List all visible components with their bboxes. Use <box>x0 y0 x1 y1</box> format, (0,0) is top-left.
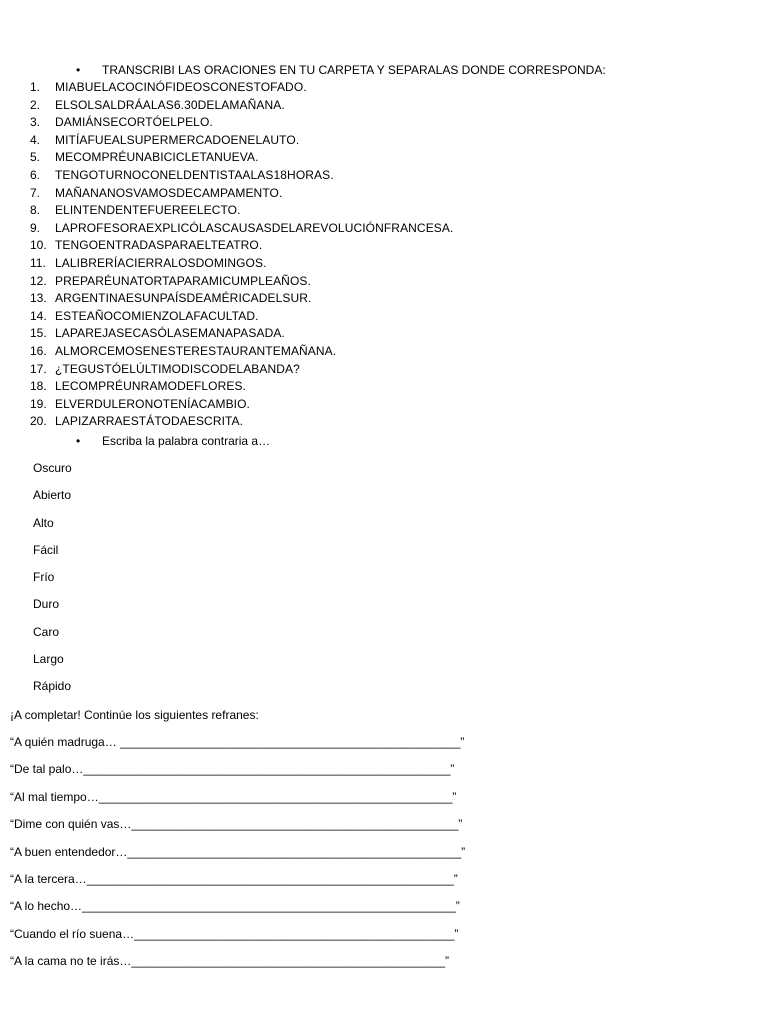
list-item <box>30 396 453 414</box>
item-text: ELVERDULERONOTENÍACAMBIO. <box>55 396 250 411</box>
item-text: ELSOLSALDRÁALAS6.30DELAMAÑANA. <box>55 97 285 112</box>
instruction-antonyms <box>76 433 270 450</box>
item-number: 8. <box>30 203 41 218</box>
list-item <box>30 308 453 326</box>
list-item <box>30 343 453 361</box>
list-item: Duro <box>33 597 60 612</box>
list-item <box>30 114 453 132</box>
list-item: Largo <box>33 652 64 667</box>
item-number: 10. <box>30 238 47 253</box>
bullet-icon: • <box>76 434 81 448</box>
item-text: ARGENTINAESUNPAÍSDEAMÉRICADELSUR. <box>55 291 312 306</box>
item-text: MAÑANANOSVAMOSDECAMPAMENTO. <box>55 185 283 200</box>
list-item <box>30 237 453 255</box>
bullet-icon: • <box>76 63 81 77</box>
list-item <box>30 378 453 396</box>
list-item: Rápido <box>33 679 72 694</box>
refran-item: “A la tercera…_______________________________________________________” <box>10 871 458 886</box>
item-text: ESTEAÑOCOMIENZOLAFACULTAD. <box>55 308 259 323</box>
item-number: 2. <box>30 97 41 112</box>
item-number: 5. <box>30 150 41 165</box>
list-item <box>30 255 453 273</box>
item-number: 18. <box>30 379 47 394</box>
refran-item: “Cuando el río suena…________________________________________________” <box>10 926 459 941</box>
list-item: Frío <box>33 570 55 585</box>
list-item <box>30 290 453 308</box>
item-number: 12. <box>30 273 47 288</box>
refran-item: “A buen entendedor…__________________________________________________” <box>10 844 466 859</box>
item-text: MITÍAFUEALSUPERMERCADOENELAUTO. <box>55 132 300 147</box>
antonym-words-list <box>33 460 72 706</box>
list-item <box>30 220 453 238</box>
item-text: LECOMPRÉUNRAMODEFLORES. <box>55 379 246 394</box>
item-text: PREPARÉUNATORTAPARAMICUMPLEAÑOS. <box>55 273 311 288</box>
item-text: LAPAREJASECASÓLASEMANAPASADA. <box>55 326 285 341</box>
item-text: DAMIÁNSECORTÓELPELO. <box>55 115 213 130</box>
list-item: Abierto <box>33 488 72 503</box>
list-item <box>30 185 453 203</box>
list-item <box>30 413 453 431</box>
list-item: Alto <box>33 515 54 530</box>
instruction-text: Escriba la palabra contraria a… <box>102 434 271 448</box>
list-item <box>30 97 453 115</box>
refran-item: “Dime con quién vas…_________________________________________________” <box>10 817 463 832</box>
instruction-text: TRANSCRIBI LAS ORACIONES EN TU CARPETA Y SEPARALAS DONDE CORRESPONDA: <box>102 63 606 77</box>
item-number: 3. <box>30 115 41 130</box>
item-number: 6. <box>30 167 41 182</box>
list-item <box>30 273 453 291</box>
list-item <box>30 361 453 379</box>
sentences-list <box>30 79 453 431</box>
item-number: 17. <box>30 361 47 376</box>
list-item <box>30 325 453 343</box>
list-item <box>30 79 453 97</box>
item-number: 1. <box>30 80 41 94</box>
refran-item: “De tal palo…_______________________________________________________” <box>10 762 455 777</box>
item-number: 7. <box>30 185 41 200</box>
item-number: 9. <box>30 220 41 235</box>
item-text: LALIBRERÍACIERRALOSDOMINGOS. <box>55 255 267 270</box>
item-text: ¿TEGUSTÓELÚLTIMODISCODELABANDA? <box>55 361 300 376</box>
refran-item: “Al mal tiempo…_____________________________________________________” <box>10 789 457 804</box>
refran-item: “A quién madruga… ___________________________________________________” <box>10 735 465 749</box>
item-number: 15. <box>30 326 47 341</box>
list-item: Fácil <box>33 542 59 557</box>
instruction-transcribe <box>76 62 606 79</box>
list-item: Caro <box>33 624 60 639</box>
refranes-heading: ¡A completar! Continúe los siguientes refranes: <box>10 708 259 722</box>
item-number: 16. <box>30 343 47 358</box>
refran-item: “A lo hecho…________________________________________________________” <box>10 899 460 914</box>
item-text: LAPROFESORAEXPLICÓLASCAUSASDELAREVOLUCIÓNFRANCESA. <box>55 220 454 235</box>
item-text: LAPIZARRAESTÁTODAESCRITA. <box>55 414 244 429</box>
list-item <box>30 202 453 220</box>
item-number: 20. <box>30 414 47 429</box>
item-text: MECOMPRÉUNABICICLETANUEVA. <box>55 150 259 165</box>
item-text: ELINTENDENTEFUEREELECTO. <box>55 203 241 218</box>
list-item <box>30 149 453 167</box>
item-text: MIABUELACOCINÓFIDEOSCONESTOFADO. <box>55 80 307 94</box>
refranes-list <box>10 734 465 981</box>
item-number: 11. <box>30 255 46 270</box>
list-item <box>30 167 453 185</box>
list-item <box>30 132 453 150</box>
list-item: Oscuro <box>33 461 72 475</box>
item-number: 4. <box>30 132 41 147</box>
item-text: TENGOENTRADASPARAELTEATRO. <box>55 238 263 253</box>
item-number: 19. <box>30 396 47 411</box>
item-text: ALMORCEMOSENESTERESTAURANTEMAÑANA. <box>55 343 337 358</box>
item-number: 14. <box>30 308 47 323</box>
refran-item: “A la cama no te irás…_______________________________________________” <box>10 954 450 969</box>
item-number: 13. <box>30 291 47 306</box>
item-text: TENGOTURNOCONELDENTISTAALAS18HORAS. <box>55 167 334 182</box>
